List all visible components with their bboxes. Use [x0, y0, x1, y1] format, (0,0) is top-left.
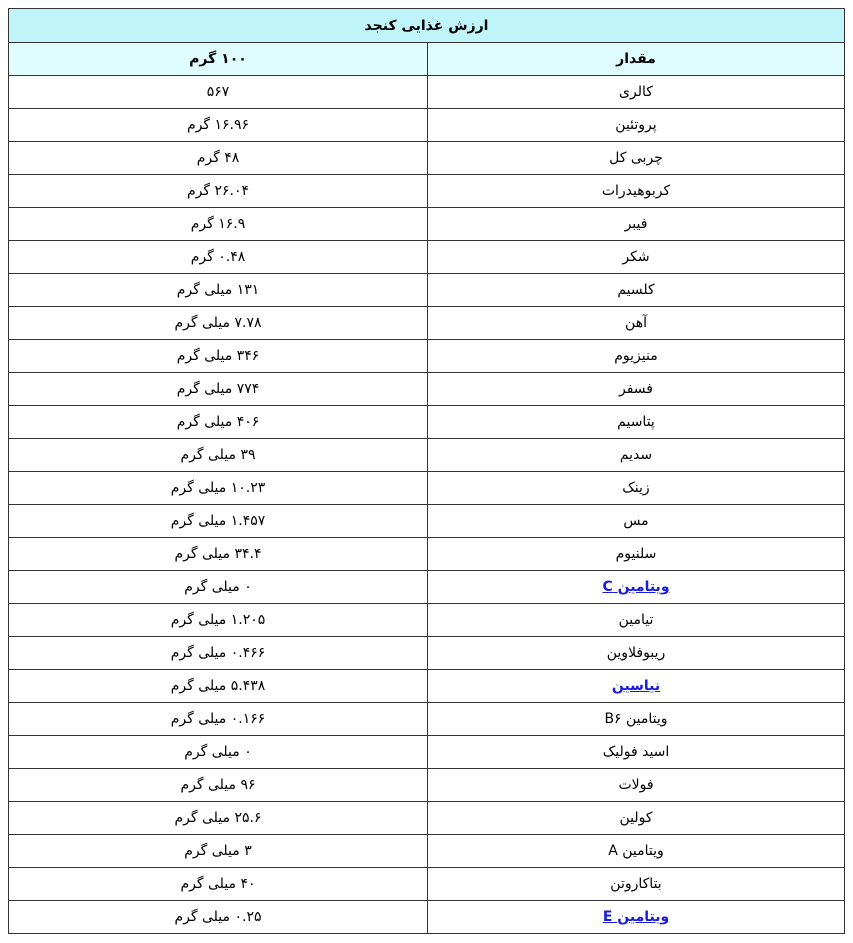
nutrient-value: ۰.۴۶۶ میلی گرم	[9, 637, 428, 670]
table-row	[9, 835, 845, 868]
table-row	[9, 142, 845, 175]
nutrient-value: ۱.۴۵۷ میلی گرم	[9, 505, 428, 538]
nutrient-name: سدیم	[428, 439, 845, 472]
nutrient-link[interactable]: ویتامین E	[602, 909, 670, 925]
nutrient-value: ۳۹ میلی گرم	[9, 439, 428, 472]
nutrient-name: کالری	[428, 76, 845, 109]
nutrient-value: ۲۵.۶ میلی گرم	[9, 802, 428, 835]
nutrient-name: زینک	[428, 472, 845, 505]
table-row	[9, 340, 845, 373]
nutrient-value: ۰.۴۸ گرم	[9, 241, 428, 274]
nutrient-value: ۴۸ گرم	[9, 142, 428, 175]
nutrient-name: فیبر	[428, 208, 845, 241]
nutrient-value: ۹۶ میلی گرم	[9, 769, 428, 802]
nutrition-table	[8, 8, 845, 934]
table-row	[9, 472, 845, 505]
nutrient-name: ویتامین A	[428, 835, 845, 868]
nutrient-name	[428, 670, 845, 703]
nutrient-name: پتاسیم	[428, 406, 845, 439]
nutrient-value: ۰.۲۵ میلی گرم	[9, 901, 428, 934]
nutrient-value: ۵.۴۳۸ میلی گرم	[9, 670, 428, 703]
nutrient-name: فولات	[428, 769, 845, 802]
nutrient-value: ۳۴.۴ میلی گرم	[9, 538, 428, 571]
nutrient-name: مس	[428, 505, 845, 538]
nutrient-value: ۲۶.۰۴ گرم	[9, 175, 428, 208]
table-row	[9, 802, 845, 835]
nutrient-value: ۰ میلی گرم	[9, 571, 428, 604]
nutrient-value: ۱۳۱ میلی گرم	[9, 274, 428, 307]
table-row	[9, 241, 845, 274]
nutrient-name: آهن	[428, 307, 845, 340]
table-row	[9, 76, 845, 109]
nutrient-link[interactable]: ویتامین C	[602, 579, 670, 595]
table-row	[9, 175, 845, 208]
nutrient-name: چربی کل	[428, 142, 845, 175]
table-row	[9, 604, 845, 637]
table-row	[9, 736, 845, 769]
nutrient-name: سلنیوم	[428, 538, 845, 571]
nutrient-value: ۰.۱۶۶ میلی گرم	[9, 703, 428, 736]
table-row	[9, 439, 845, 472]
nutrient-value: ۷.۷۸ میلی گرم	[9, 307, 428, 340]
nutrient-name: ریبوفلاوین	[428, 637, 845, 670]
nutrient-name	[428, 571, 845, 604]
nutrient-name: تیامین	[428, 604, 845, 637]
nutrient-value: ۰ میلی گرم	[9, 736, 428, 769]
nutrient-name: کلسیم	[428, 274, 845, 307]
nutrient-value: ۷۷۴ میلی گرم	[9, 373, 428, 406]
nutrient-name: پروتئین	[428, 109, 845, 142]
table-row	[9, 505, 845, 538]
table-row	[9, 208, 845, 241]
nutrient-value: ۳۴۶ میلی گرم	[9, 340, 428, 373]
nutrient-value: ۱۰.۲۳ میلی گرم	[9, 472, 428, 505]
nutrient-name: اسید فولیک	[428, 736, 845, 769]
nutrient-value: ۵۶۷	[9, 76, 428, 109]
nutrient-name: کربوهیدرات	[428, 175, 845, 208]
table-row	[9, 703, 845, 736]
nutrient-name	[428, 901, 845, 934]
nutrient-value: ۴۰ میلی گرم	[9, 868, 428, 901]
table-row	[9, 769, 845, 802]
table-row	[9, 274, 845, 307]
nutrient-value: ۱۶.۹ گرم	[9, 208, 428, 241]
header-name: مقدار	[428, 43, 845, 76]
table-row	[9, 868, 845, 901]
table-row	[9, 373, 845, 406]
header-value: ۱۰۰ گرم	[9, 43, 428, 76]
nutrient-value: ۳ میلی گرم	[9, 835, 428, 868]
nutrient-value: ۱۶.۹۶ گرم	[9, 109, 428, 142]
nutrient-value: ۴۰۶ میلی گرم	[9, 406, 428, 439]
table-title: ارزش غذایی کنجد	[9, 9, 845, 43]
nutrient-name: منیزیوم	[428, 340, 845, 373]
table-row	[9, 538, 845, 571]
table-row	[9, 637, 845, 670]
nutrient-value: ۱.۲۰۵ میلی گرم	[9, 604, 428, 637]
table-row	[9, 670, 845, 703]
nutrient-name: ویتامین B۶	[428, 703, 845, 736]
nutrient-link[interactable]: نیاسین	[611, 678, 661, 694]
table-row	[9, 571, 845, 604]
nutrient-name: شکر	[428, 241, 845, 274]
table-row	[9, 406, 845, 439]
nutrient-name: بتاکاروتن	[428, 868, 845, 901]
nutrient-name: فسفر	[428, 373, 845, 406]
table-row	[9, 109, 845, 142]
table-row	[9, 307, 845, 340]
table-row	[9, 901, 845, 934]
nutrient-name: کولین	[428, 802, 845, 835]
